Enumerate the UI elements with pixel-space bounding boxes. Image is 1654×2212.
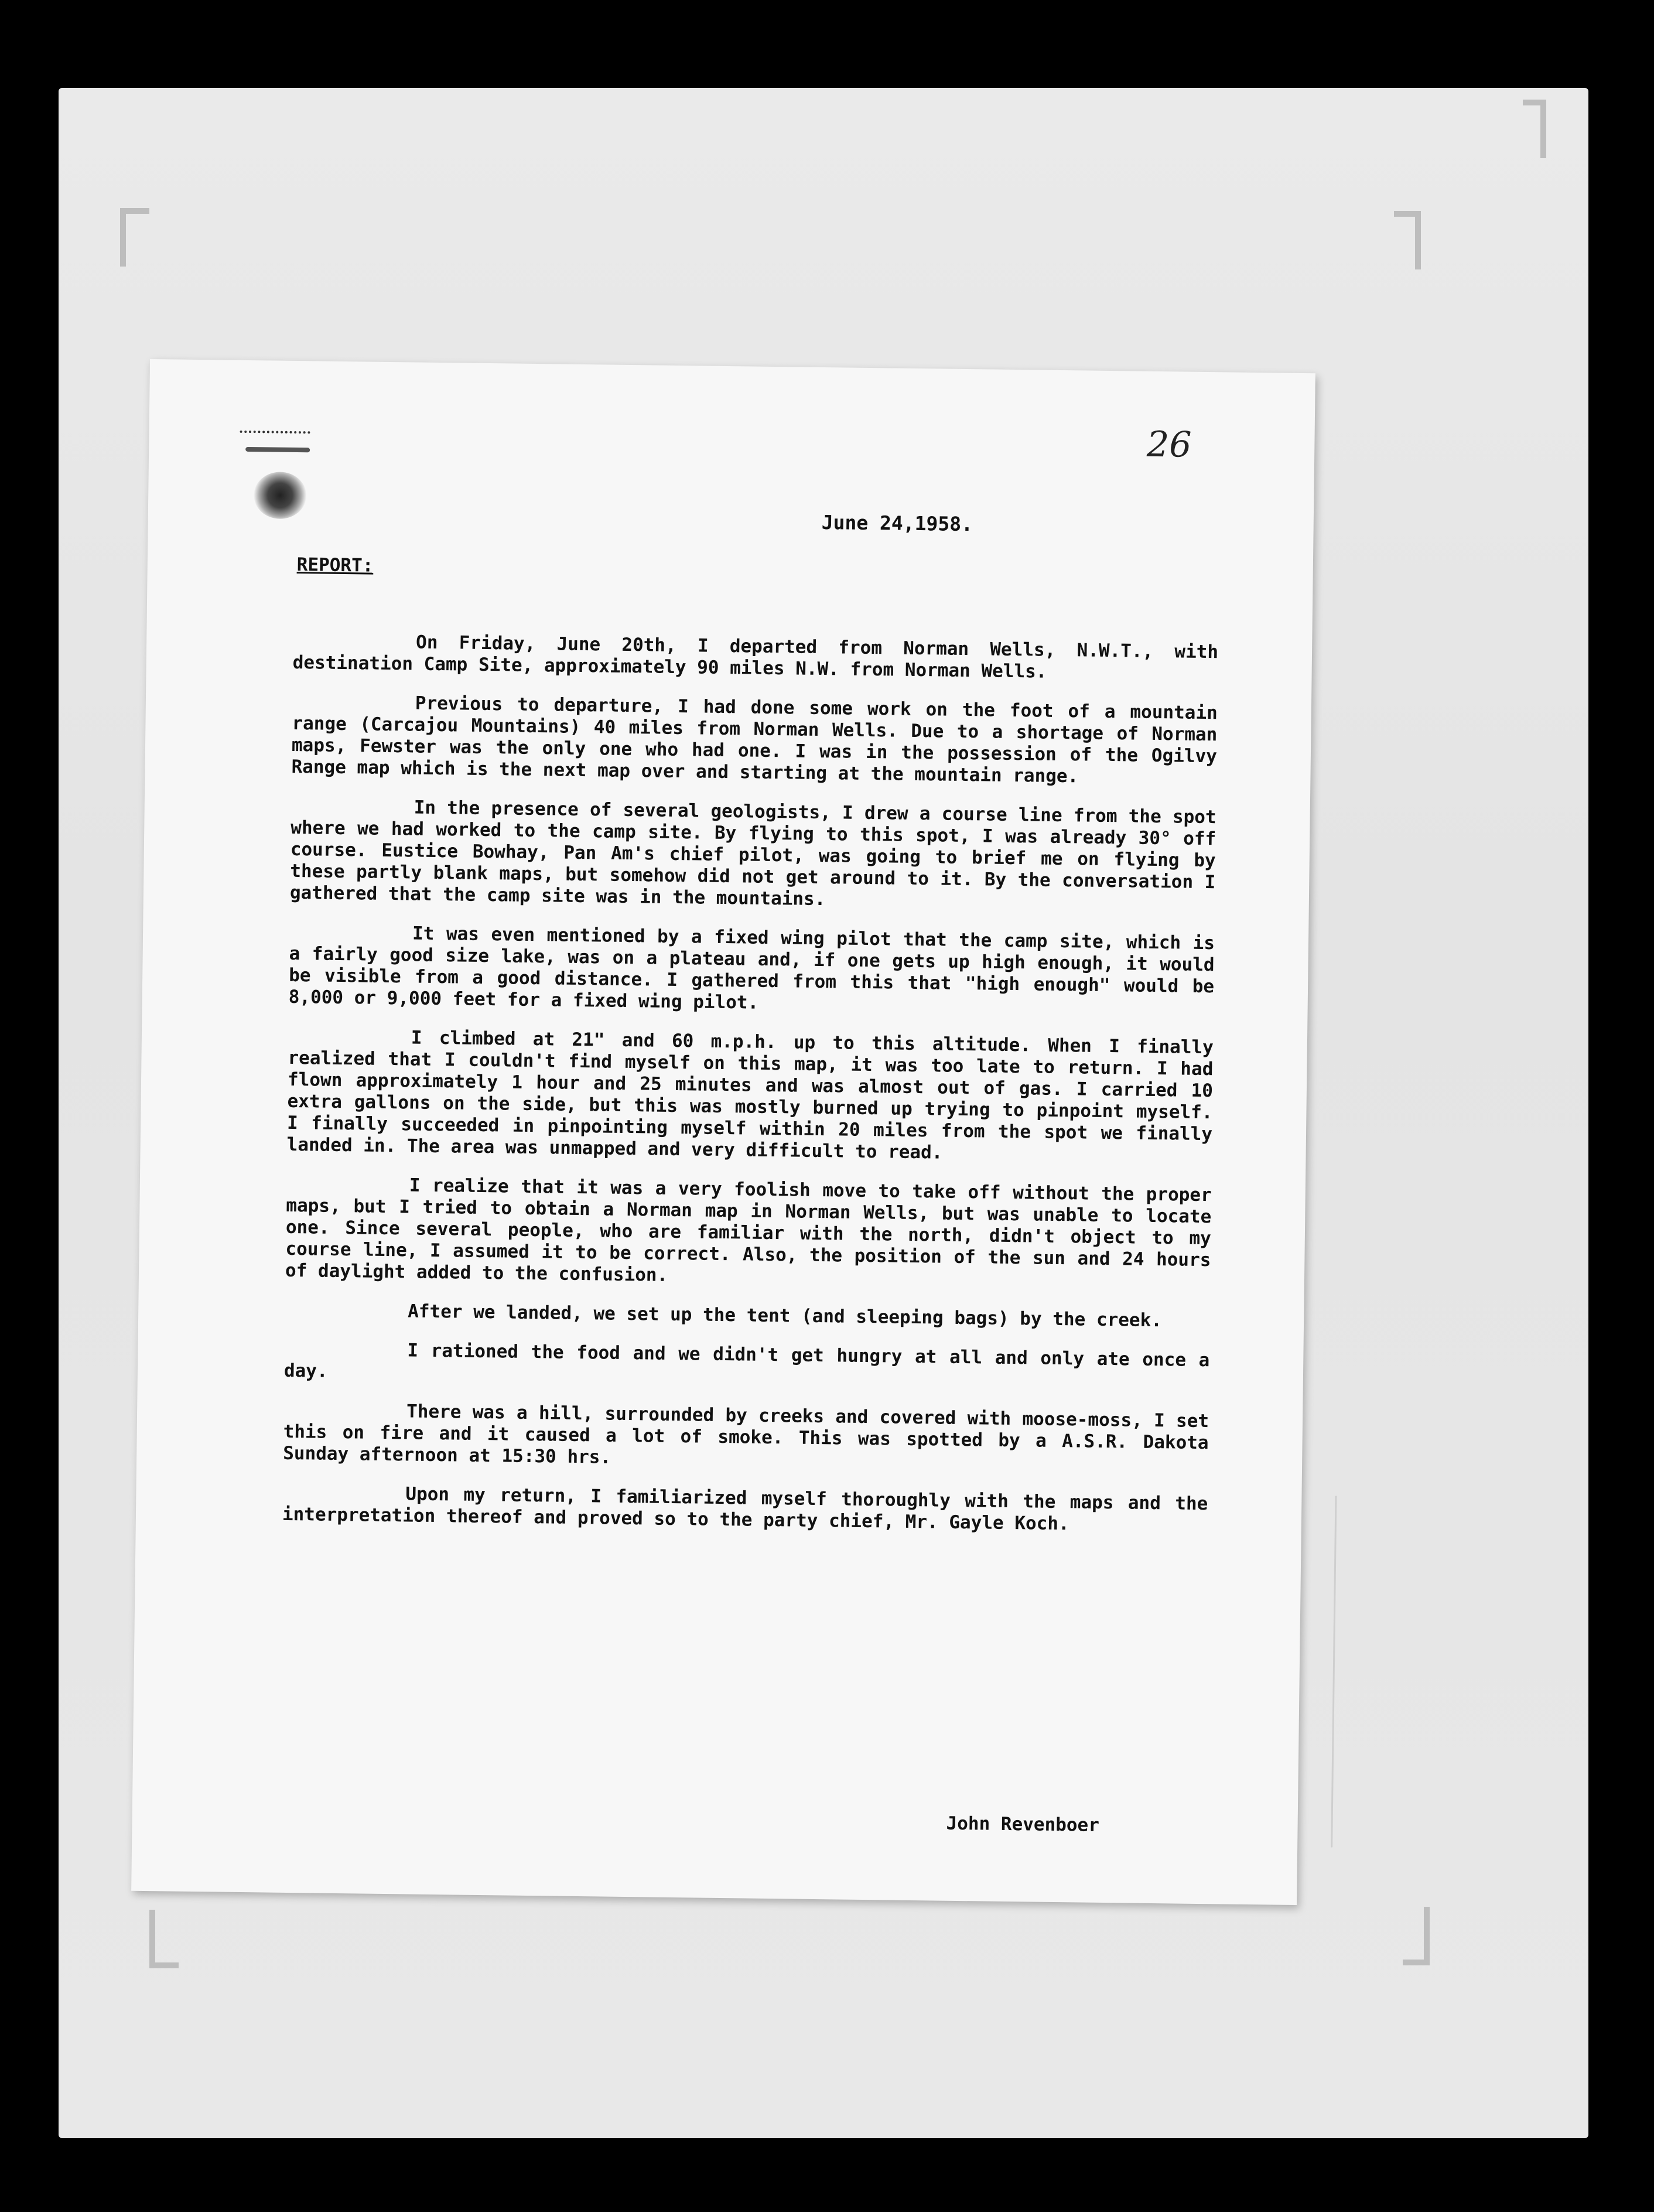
paragraph: It was even mentioned by a fixed wing pilot that the camp site, which is a fairly good size lake, was on a plateau and, if one gets up high enough, it would be visible from a good distance. I gathered from this that "high enough" would be 8,000 or 9,000 feet for a fixed wing pilot. [288,923,1215,1013]
crop-mark-bottom-left [149,1910,179,1968]
paragraph: After we landed, we set up the tent (and sleeping bags) by the creek. [408,1300,1163,1332]
paragraph: Previous to departure, I had done some work on the foot of a mountain range (Carcajou Mountains) 40 miles from Norman Wells. Due to a shortage of Norman maps, Fewster was the only one who had one. I was in the possession of the Ogilvy Range map which is the next map over and starting at the mountain range. [291,692,1218,787]
paragraph: I realize that it was a very foolish move to take off without the proper maps, but I tried to obtain a Norman map in Norman Wells, but was unable to locate one. Since several people, who are familiar with the north, didn't object to my course line, I assumed it to be correct. Also, the position of the sun and 24 hours of daylight added to the confusion. [285,1175,1212,1286]
crop-mark-top-right [1394,211,1421,269]
punch-mark [240,431,310,439]
staple-mark [245,447,310,452]
paragraph: I rationed the food and we didn't get hungry at all and only ate once a day. [283,1340,1210,1382]
paragraph: On Friday, June 20th, I departed from Norman Wells, N.W.T., with destination Camp Site, approximately 90 miles N.W. from Norman Wells. [292,631,1219,682]
crop-mark-bottom-right [1403,1907,1430,1965]
paper-fold [1284,1496,1337,1852]
paragraph: There was a hill, surrounded by creeks and covered with moose-moss, I set this on fire and it caused a lot of smoke. This was spotted by a A.S.R. Dakota Sunday afternoon at 15:30 hrs. [283,1401,1209,1468]
handwritten-page-number: 26 [1146,424,1192,466]
crop-mark-top-left [120,208,149,267]
crop-mark-outer-top-right [1523,100,1546,158]
paragraph: In the presence of several geologists, I drew a course line from the spot where we had worked to the camp site. By flying to this spot, I was already 30° off course. Eustice Bowhay, Pan Am's chief pilot, was going to brief me on flying by these partly blank maps, but somehow did not get around to it. By the conversation I gathered that the camp site was in the mountains. [289,797,1216,910]
report-date: June 24,1958. [821,510,973,536]
paragraph: Upon my return, I familiarized myself thoroughly with the maps and the interpretation thereof and proved so to the party chief, Mr. Gayle Koch. [282,1483,1208,1535]
report-heading: REPORT: [296,554,374,576]
signature: John Revenboer [946,1812,1100,1836]
report-body [282,630,1218,1554]
paragraph: I climbed at 21" and 60 m.p.h. up to this altitude. When I finally realized that I couldn't find myself on this map, it was too late to return. I had flown approximately 1 hour and 25 minutes and was almost out of gas. I carried 10 extra gallons on the side, but this was mostly burned up trying to pinpoint myself. I finally succeeded in pinpointing myself within 20 miles from the spot we finally landed in. The area was unmapped and very difficult to read. [286,1027,1214,1163]
ink-smudge [254,472,307,519]
report-sheet [131,359,1315,1905]
